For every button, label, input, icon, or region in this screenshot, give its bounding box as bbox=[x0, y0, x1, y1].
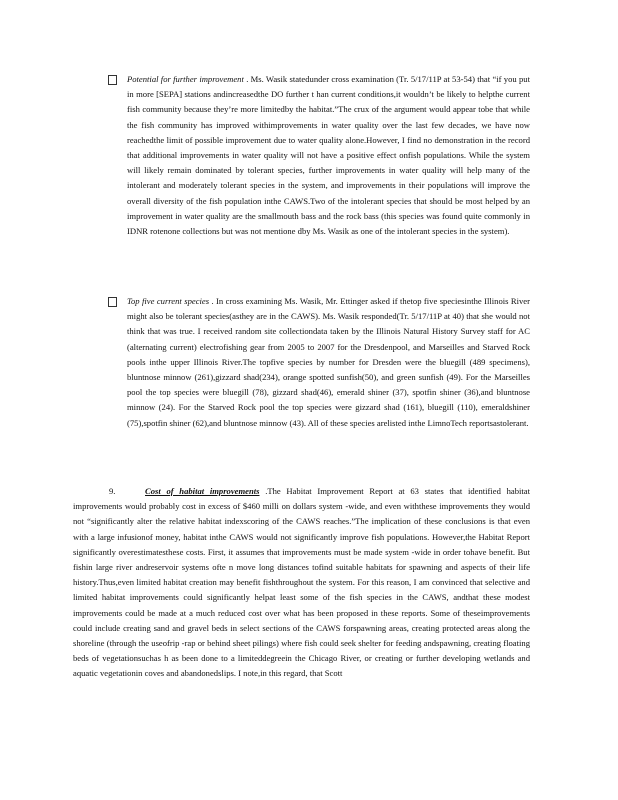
bullet-top-five-species bbox=[108, 294, 530, 431]
bullet-body: . In cross examining Ms. Wasik, Mr. Ettinger asked if thetop five speciesinthe Illinois River might also be tolerant species(asthey are in the CAWS). Ms. Wasik responded(Tr. 5/17/11P at 40) that she would not think that was true. I received random site collectiondata taken by the Illinois Natural History Survey staff for AC (alternating current) electrofishing gear from 2005 to 2007 for the Dresdenpool, and Marseilles and Starved Rock pools inthe upper Illinois River.The topfive species by number for Dresden were the bluegill (489 specimens), bluntnose minnow (261),gizzard shad(234), orange spotted sunfish(50), and green sunfish (49). For the Marseilles pool the top species were bluegill (78), gizzard shad(46), emerald shiner (37), spotfin shiner (36),and bluntnose minnow (24). For the Starved Rock pool the top species were gizzard shad (161), bluegill (110), emeraldshiner (75),spotfin shiner (62),and bluntnose minnow (43). All of these species arelisted inthe LimnoTech reportsastolerant. bbox=[127, 296, 530, 428]
bullet-heading: Top five current species bbox=[127, 296, 210, 306]
bullet-body: . Ms. Wasik statedunder cross examination (Tr. 5/17/11P at 53-54) that “if you put in more [SEPA] stations andincreasedthe DO further t han current conditions,it wouldn’t be likely to helpthe current fish community because they’re more limitedby the habitat.”The crux of the argument would appear tobe that while the fish community has improved withimprovements in water quality over the last few decades, we have now reachedthe limit of possible improvement due to water quality alone.However, I find no demonstration in the record that additional improvements in water quality will not have a positive effect onfish populations. While the system will likely remain dominated by tolerant species, further improvements in water quality will help many of the intolerant and moderately tolerant species in the system, and improvements in their populations will improve the overall diversity of the fish population inthe CAWS.Two of the intolerant species that should be most helped by an improvement in water quality are the smallmouth bass and the rock bass (this species was found quite commonly in IDNR rotenone collections but was not mentione dby Ms. Wasik as one of the intolerant species in the system). bbox=[127, 74, 530, 237]
paragraph-body: .The Habitat Improvement Report at 63 states that identified habitat improvements would probably cost in excess of $460 milli on dollars system -wide, and even withthese improvements they would not “significantly alter the relative habitat indexscoring of the CAWS reaches.”The implication of these conclusions is that even with a large infusionof money, habitat inthe CAWS would not significantly improve fish populations. However,the Habitat Report significantly overestimatesthese costs. First, it assumes that improvements must be made system -wide in order tohave benefit. But fishin large river andreservoir systems ofte n move long distances tofind suitable habitats for spawning and aspects of their life history.Thus,even limited habitat creation may benefit fishthroughout the system. For this reason, I am convinced that selective and limited habitat improvements could significantly helpat least some of the fish species in the CAWS, andthat these modest improvements could be made at a much reduced cost over what has been proposed in these reports. Some of theseimprovements could include creating sand and gravel beds in select sections of the CAWS forspawning areas, creating protected areas along the shoreline (through the useofrip -rap or behind sheet pilings) where fish could seek shelter for feeding andspawning, creating floating beds of vegetationsuchas h as been done to a limiteddegreein the Chicago River, or creating or further developing wetlands and aquatic vegetationin coves and abandonedslips. I note,in this regard, that Scott bbox=[73, 486, 530, 679]
paragraph-cost-habitat bbox=[73, 484, 530, 682]
bullet-potential-improvement bbox=[108, 72, 530, 239]
bullet-heading: Potential for further improvement bbox=[127, 74, 244, 84]
bullet-marker-icon bbox=[108, 297, 117, 307]
bullet-marker-icon bbox=[108, 75, 117, 85]
bullet-text bbox=[127, 72, 530, 239]
bullet-text bbox=[127, 294, 530, 431]
paragraph-heading: Cost of habitat improvements bbox=[145, 486, 260, 496]
paragraph-number: 9. bbox=[109, 486, 116, 496]
